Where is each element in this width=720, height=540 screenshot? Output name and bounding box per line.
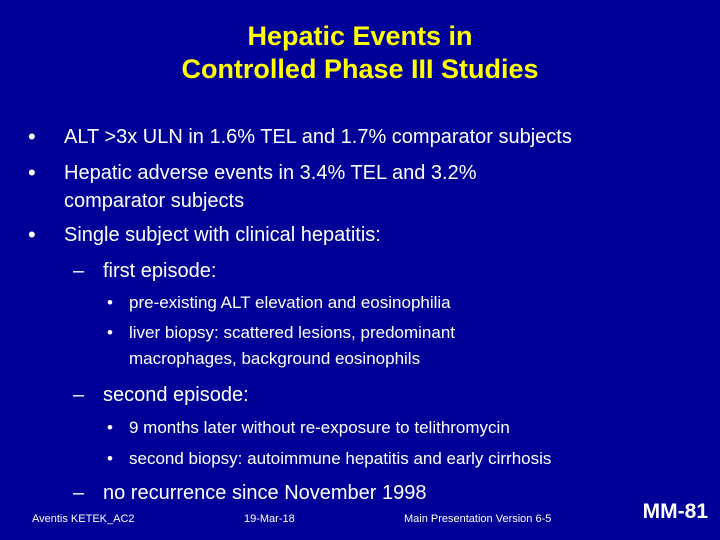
- sub-item-text: second biopsy: autoimmune hepatitis and early cirrhosis: [129, 449, 552, 468]
- bullet-marker: •: [107, 323, 113, 342]
- sub-item-text: macrophages, background eosinophils: [129, 349, 421, 368]
- sub-item-nine-months: [107, 417, 510, 439]
- footer-left: Aventis KETEK_AC2: [32, 513, 135, 525]
- sub-heading: second episode:: [103, 384, 249, 406]
- sub-item-liver-biopsy: [107, 322, 455, 344]
- bullet-marker: •: [107, 293, 113, 312]
- sub-second-episode: [73, 383, 249, 407]
- slide-title: [0, 20, 720, 86]
- bullet-text: Single subject with clinical hepatitis:: [64, 224, 381, 246]
- title-line-1: Hepatic Events in: [247, 21, 473, 51]
- bullet-marker: •: [28, 124, 36, 149]
- title-line-2: Controlled Phase III Studies: [181, 54, 539, 84]
- footer-date: 19-Mar-18: [244, 513, 295, 525]
- bullet-hepatic-adverse-continued: [64, 189, 244, 213]
- footer-version: Main Presentation Version 6-5: [404, 513, 552, 525]
- sub-item-second-biopsy: [107, 448, 552, 470]
- sub-no-recurrence: [73, 481, 427, 505]
- bullet-marker: •: [107, 449, 113, 468]
- bullet-hepatic-adverse: [28, 160, 477, 185]
- sub-item-text: pre-existing ALT elevation and eosinophilia: [129, 293, 451, 312]
- bullet-text: comparator subjects: [64, 190, 245, 212]
- sub-item-liver-biopsy-continued: [129, 348, 420, 370]
- bullet-marker: •: [107, 418, 113, 437]
- sub-item-pre-existing: [107, 292, 451, 314]
- sub-heading: no recurrence since November 1998: [103, 482, 427, 504]
- dash-marker: –: [73, 260, 85, 282]
- bullet-alt: [28, 124, 572, 149]
- sub-item-text: 9 months later without re-exposure to telithromycin: [129, 418, 510, 437]
- bullet-single-subject: [28, 222, 381, 247]
- bullet-text: ALT >3x ULN in 1.6% TEL and 1.7% comparator subjects: [64, 126, 572, 148]
- bullet-marker: •: [28, 160, 36, 185]
- dash-marker: –: [73, 482, 85, 504]
- bullet-text: Hepatic adverse events in 3.4% TEL and 3.2%: [64, 162, 477, 184]
- sub-item-text: liver biopsy: scattered lesions, predominant: [129, 323, 455, 342]
- dash-marker: –: [73, 384, 85, 406]
- sub-first-episode: [73, 259, 217, 283]
- bullet-marker: •: [28, 222, 36, 247]
- slide-number: MM-81: [642, 500, 708, 523]
- sub-heading: first episode:: [103, 260, 217, 282]
